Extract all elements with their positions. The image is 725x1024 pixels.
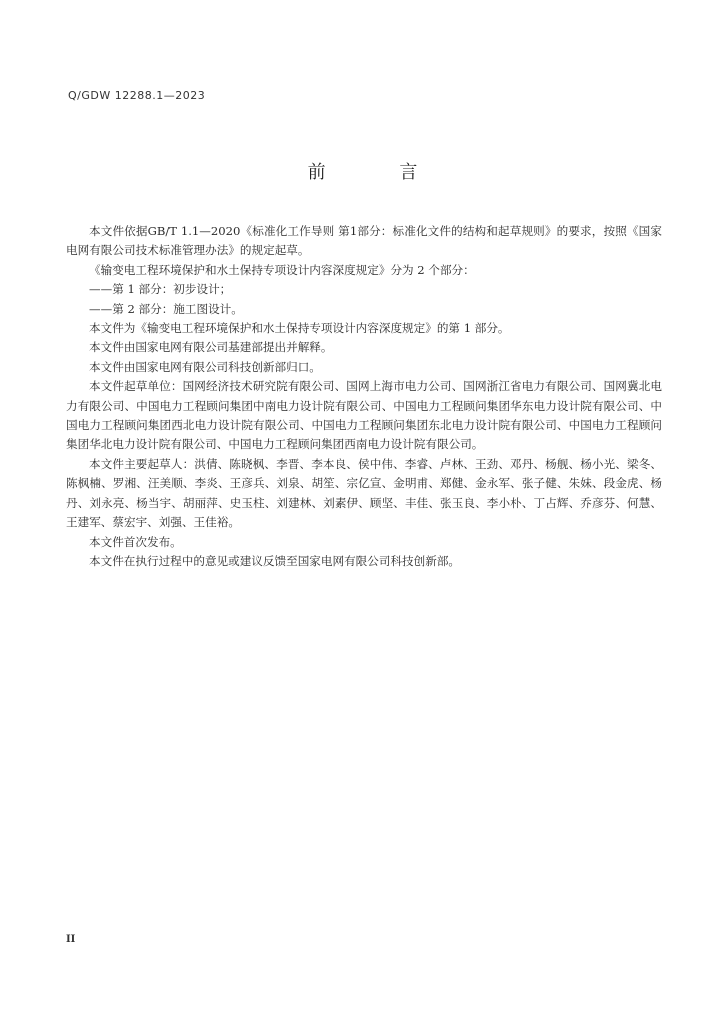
paragraph-first-release: 本文件首次发布。	[89, 534, 182, 549]
paragraph-feedback: 本文件在执行过程中的意见或建议反馈至国家电网有限公司科技创新部。	[89, 553, 461, 568]
paragraph-proposer: 本文件由国家电网有限公司基建部提出并解释。	[89, 340, 333, 355]
paragraph-drafting-units: 本文件起草单位：国网经济技术研究院有限公司、国网上海市电力公司、国网浙江省电力有限公司、国网冀北电力有限公司、中国电力工程顾问集团中南电力设计院有限公司、中国电力工程顾问集团华东电力设计院有限公司、中国电力工程顾问集团西北电力设计院有限公司、中国电力工程顾问集团东北电力设计院有限公司、中国电力工程顾问集团华北电力设计院有限公司、中国电力工程顾问集团西南电力设计院有限公司。	[66, 379, 662, 452]
page-title: 前 言	[307, 162, 452, 183]
paragraph-centralized: 本文件由国家电网有限公司科技创新部归口。	[89, 359, 321, 374]
paragraph-this-part: 本文件为《输变电工程环境保护和水土保持专项设计内容深度规定》的第 1 部分。	[89, 321, 510, 336]
standard-code: Q/GDW 12288.1—2023	[68, 89, 206, 102]
foreword-body	[66, 222, 662, 571]
paragraph-drafters: 本文件主要起草人：洪倩、陈晓枫、李晋、李本良、侯中伟、李睿、卢林、王劲、邓丹、杨舰、杨小光、梁冬、陈枫楠、罗湘、汪美顺、李炎、王彦兵、刘泉、胡笙、宗亿宣、金明甫、郑健、金永军、张子健、朱妹、段金虎、杨丹、刘永亮、杨当宇、胡丽萍、史玉柱、刘建林、刘素伊、顾坚、丰佳、张玉良、李小朴、丁占辉、乔彦芬、何慧、王建军、蔡宏宇、刘强、王佳裕。	[66, 456, 662, 530]
paragraph-basis: 本文件依据GB/T 1.1—2020《标准化工作导则 第1部分：标准化文件的结构和起草规则》的要求，按照《国家电网有限公司技术标准管理办法》的规定起草。	[66, 224, 662, 258]
paragraph-parts-intro: 《输变电工程环境保护和水土保持专项设计内容深度规定》分为 2 个部分：	[89, 262, 475, 277]
paragraph-part-2: ——第 2 部分：施工图设计。	[89, 301, 243, 316]
paragraph-part-1: ——第 1 部分：初步设计；	[89, 282, 232, 297]
page-number: II	[66, 934, 76, 945]
